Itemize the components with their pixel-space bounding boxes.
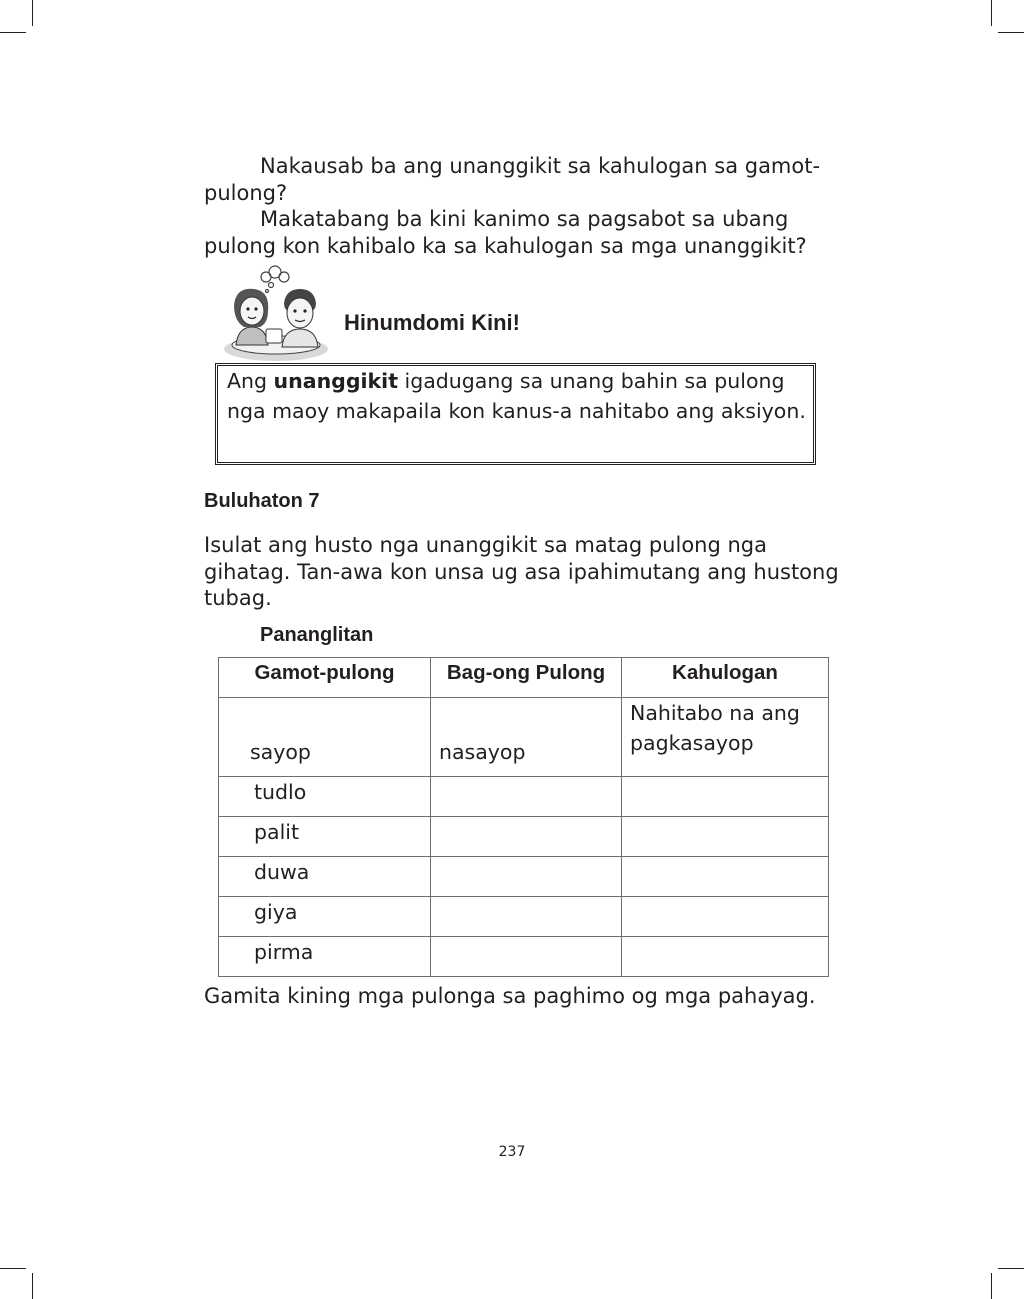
table-row <box>219 857 829 897</box>
root-word: palit <box>219 817 431 857</box>
new-word-blank[interactable] <box>431 777 622 817</box>
crop-mark <box>991 1273 992 1299</box>
root-word: duwa <box>219 857 431 897</box>
example-new-word <box>431 698 622 777</box>
intro-question-2: Makatabang ba kini kanimo sa pagsabot sa ubang pulong kon kahibalo ka sa kahulogan sa mga unanggikit? <box>204 207 807 258</box>
reminder-text-rest: igadugang sa unang bahin sa pulong nga maoy makapaila kon kanus-a nahitabo ang aksiyon. <box>227 369 806 423</box>
new-word-blank[interactable] <box>431 937 622 977</box>
header-new-word: Bag-ong Pulong <box>431 658 622 698</box>
new-word-blank[interactable] <box>431 817 622 857</box>
root-word: giya <box>219 897 431 937</box>
example-row <box>219 698 829 777</box>
new-word-blank[interactable] <box>431 857 622 897</box>
reminder-text-start: Ang <box>227 369 274 393</box>
reminder-keyword: unanggikit <box>273 369 398 393</box>
page-number: 237 <box>498 1144 526 1160</box>
table-row <box>219 897 829 937</box>
crop-mark <box>0 1268 26 1269</box>
table-row <box>219 777 829 817</box>
word-table <box>218 657 829 977</box>
crop-mark <box>998 1268 1024 1269</box>
meaning-blank[interactable] <box>622 937 829 977</box>
example-label: Pananglitan <box>260 624 374 646</box>
table-row <box>219 817 829 857</box>
intro-question-1: Nakausab ba ang unanggikit sa kahulogan sa gamot-pulong? <box>204 154 821 205</box>
meaning-blank[interactable] <box>622 897 829 937</box>
new-word-blank[interactable] <box>431 897 622 937</box>
header-root: Gamot-pulong <box>219 658 431 698</box>
activity-instructions: Isulat ang husto nga unanggikit sa matag pulong nga gihatag. Tan-awa kon unsa ug asa ipahimutang ang hustong tubag. <box>204 533 839 610</box>
example-meaning <box>622 698 829 777</box>
table-row <box>219 937 829 977</box>
root-word: pirma <box>219 937 431 977</box>
example-root <box>219 698 431 777</box>
crop-mark <box>32 1273 33 1299</box>
crop-mark <box>0 32 26 33</box>
activity-title: Buluhaton 7 <box>204 490 320 512</box>
header-meaning: Kahulogan <box>622 658 829 698</box>
closing-instruction: Gamita kining mga pulonga sa paghimo og mga pahayag. <box>204 984 816 1008</box>
example-root-text: sayop <box>250 740 311 764</box>
two-children-thinking-illustration <box>222 265 330 363</box>
reminder-heading: Hinumdomi Kini! <box>344 310 520 335</box>
example-new-word-text: nasayop <box>439 740 526 764</box>
meaning-blank[interactable] <box>622 857 829 897</box>
crop-mark <box>998 32 1024 33</box>
meaning-blank[interactable] <box>622 817 829 857</box>
table-header-row <box>219 658 829 698</box>
root-word: tudlo <box>219 777 431 817</box>
crop-mark <box>32 0 33 26</box>
example-meaning-line-1: Nahitabo na ang <box>630 701 800 725</box>
crop-mark <box>991 0 992 26</box>
example-meaning-line-2: pagkasayop <box>630 731 754 755</box>
reminder-box <box>215 363 816 465</box>
meaning-blank[interactable] <box>622 777 829 817</box>
